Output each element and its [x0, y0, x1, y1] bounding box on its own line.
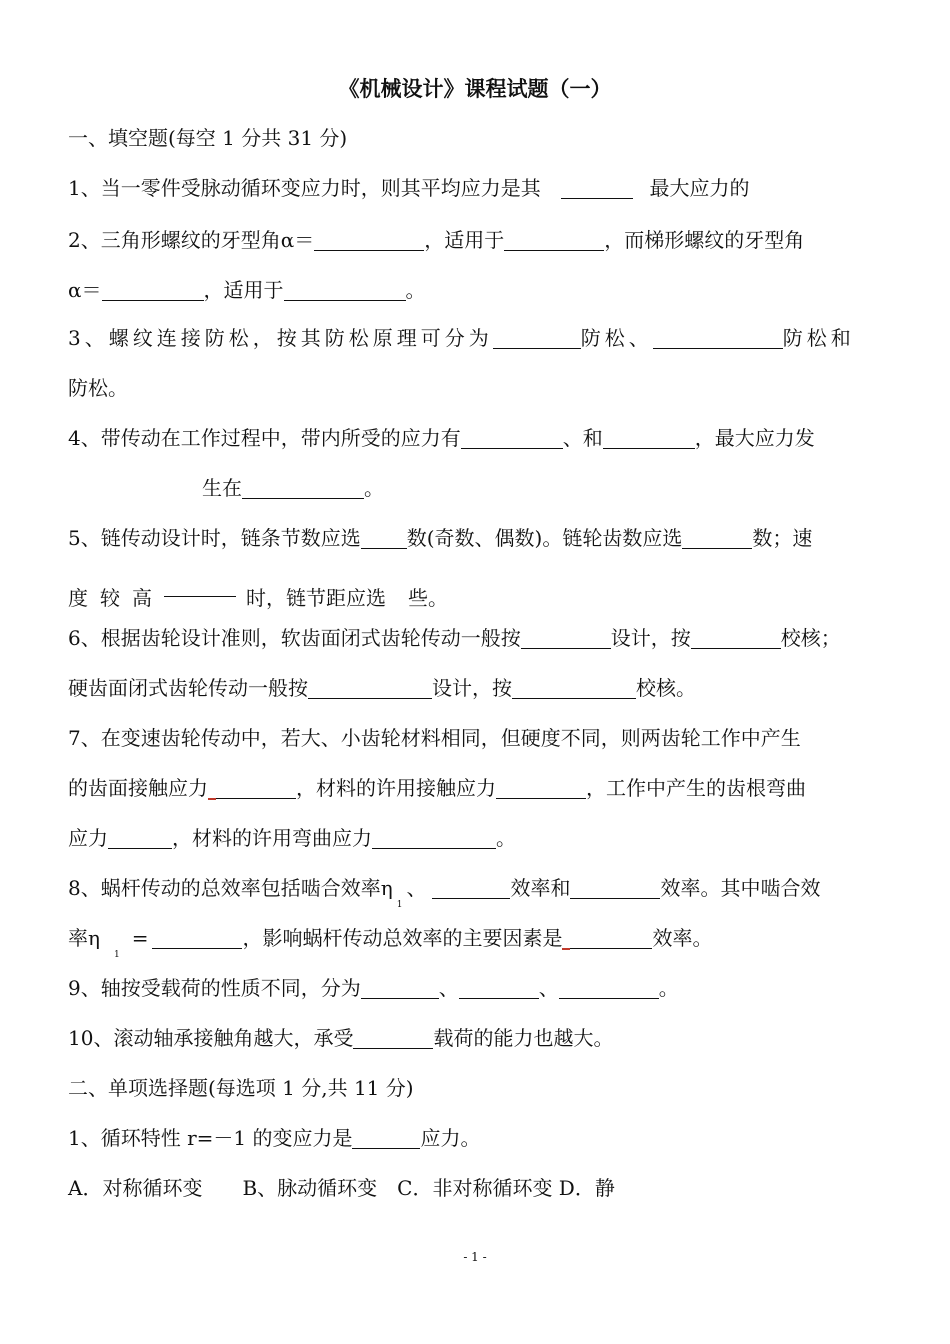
answer-blank[interactable] [361, 526, 407, 549]
question-5-cont: 度较高 时，链节距应选 些。 [68, 574, 888, 612]
answer-blank[interactable] [242, 476, 364, 499]
question-8: 8、蜗杆传动的总效率包括啮合效率$\eta_1$、 效率和 效率。其中啮合效 [68, 876, 821, 910]
answer-blank[interactable] [512, 676, 636, 699]
answer-blank[interactable] [562, 926, 652, 949]
choice-question-1-options[interactable]: A．对称循环变 B、脉动循环变 C．非对称循环变 D．静 [68, 1176, 615, 1200]
question-7-cont2: 应力 ，材料的许用弯曲应力 。 [68, 826, 516, 850]
page-title: 《机械设计》课程试题（一） [338, 76, 612, 101]
question-2-cont: α＝ ，适用于 。 [68, 278, 426, 302]
answer-blank[interactable] [152, 926, 242, 949]
question-4-cont: 生在 。 [202, 476, 384, 500]
answer-blank[interactable] [603, 426, 695, 449]
question-6-cont: 硬齿面闭式齿轮传动一般按 设计，按 校核。 [68, 676, 696, 700]
question-1: 1、当一零件受脉动循环变应力时，则其平均应力是其 最大应力的 [68, 176, 750, 200]
answer-blank[interactable] [559, 976, 659, 999]
section2-heading: 二、单项选择题(每选项 1 分,共 11 分) [68, 1076, 414, 1100]
answer-blank[interactable] [353, 1026, 433, 1049]
question-4: 4、带传动在工作过程中，带内所受的应力有 、和 ，最大应力发 [68, 426, 815, 450]
answer-blank[interactable] [570, 876, 660, 899]
answer-blank[interactable] [352, 1126, 420, 1149]
question-2: 2、三角形螺纹的牙型角α＝ ，适用于 ，而梯形螺纹的牙型角 [68, 228, 805, 252]
question-10: 10、滚动轴承接触角越大，承受 载荷的能力也越大。 [68, 1026, 614, 1050]
question-7-cont: 的齿面接触应力 ，材料的许用接触应力 ，工作中产生的齿根弯曲 [68, 776, 806, 800]
question-3: 3、螺纹连接防松，按其防松原理可分为 防松、 防松和 [68, 326, 855, 350]
answer-blank[interactable] [164, 574, 236, 597]
section1-heading: 一、填空题(每空 1 分共 31 分) [68, 126, 348, 150]
question-8-cont: 率$\eta_1=$ ，影响蜗杆传动总效率的主要因素是 效率。 [68, 926, 713, 960]
question-6: 6、根据齿轮设计准则，软齿面闭式齿轮传动一般按 设计，按 校核； [68, 626, 841, 650]
question-9: 9、轴按受载荷的性质不同，分为 、 、 。 [68, 976, 679, 1000]
answer-blank[interactable] [432, 876, 510, 899]
answer-blank[interactable] [496, 776, 586, 799]
answer-blank[interactable] [653, 326, 783, 349]
answer-blank[interactable] [691, 626, 781, 649]
answer-blank[interactable] [372, 826, 496, 849]
answer-blank[interactable] [461, 426, 563, 449]
answer-blank[interactable] [361, 976, 439, 999]
answer-blank[interactable] [459, 976, 539, 999]
answer-blank[interactable] [504, 228, 604, 251]
answer-blank[interactable] [314, 228, 424, 251]
answer-blank[interactable] [308, 676, 432, 699]
choice-question-1: 1、循环特性 r=－1 的变应力是 应力。 [68, 1126, 481, 1150]
answer-blank[interactable] [108, 826, 172, 849]
answer-blank[interactable] [561, 176, 633, 199]
answer-blank[interactable] [284, 278, 406, 301]
answer-blank[interactable] [102, 278, 204, 301]
question-3-cont: 防松。 [68, 376, 128, 400]
answer-blank[interactable] [521, 626, 611, 649]
page-number: - 1 - [463, 1250, 487, 1264]
answer-blank[interactable] [493, 326, 581, 349]
question-5: 5、链传动设计时，链条节数应选 数(奇数、偶数)。链轮齿数应选 数；速 [68, 526, 813, 550]
question-7: 7、在变速齿轮传动中，若大、小齿轮材料相同，但硬度不同，则两齿轮工作中产生 [68, 726, 801, 750]
answer-blank[interactable] [682, 526, 752, 549]
answer-blank[interactable] [208, 776, 296, 799]
